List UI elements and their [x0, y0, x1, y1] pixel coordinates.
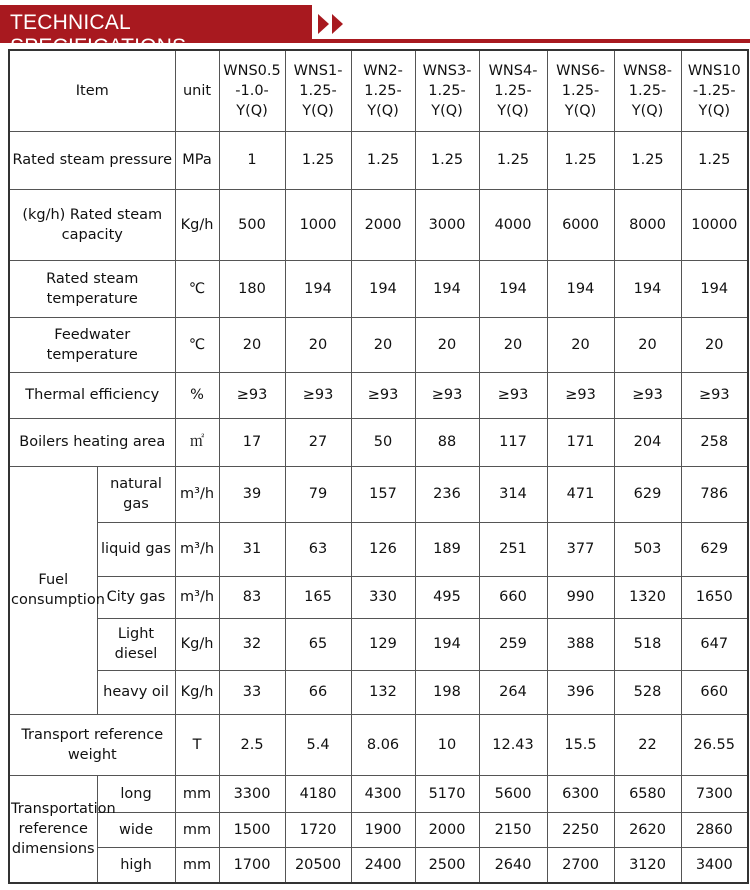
value-cell: 20 [479, 317, 547, 372]
value-cell: 194 [351, 260, 415, 317]
dimension-label: high [97, 847, 175, 883]
value-cell: 198 [415, 670, 479, 714]
value-cell: 528 [614, 670, 681, 714]
row-label: Transport reference weight [9, 714, 175, 775]
value-cell: 20500 [285, 847, 351, 883]
value-cell: 8.06 [351, 714, 415, 775]
row-unit: Kg/h [175, 670, 219, 714]
fuel-type-label: Light diesel [97, 618, 175, 670]
value-cell: ≥93 [285, 372, 351, 418]
row-dimension-long [9, 775, 748, 812]
value-cell: 518 [614, 618, 681, 670]
value-cell: 377 [547, 522, 614, 576]
row-label: Rated steam pressure [9, 131, 175, 189]
row-fuel-natural-gas [9, 466, 748, 522]
value-cell: 32 [219, 618, 285, 670]
value-cell: ≥93 [219, 372, 285, 418]
model-header: WNS8- 1.25- Y(Q) [614, 50, 681, 131]
header-item: Item [9, 50, 175, 131]
value-cell: 63 [285, 522, 351, 576]
row-unit: mm [175, 847, 219, 883]
arrow-right-icon [332, 14, 343, 34]
value-cell: 2640 [479, 847, 547, 883]
value-cell: 471 [547, 466, 614, 522]
value-cell: ≥93 [351, 372, 415, 418]
value-cell: 5.4 [285, 714, 351, 775]
fuel-type-label: heavy oil [97, 670, 175, 714]
value-cell: 1.25 [351, 131, 415, 189]
value-cell: 2250 [547, 812, 614, 847]
value-cell: 1500 [219, 812, 285, 847]
section-title: TECHNICAL SPECIFICATIONS [10, 11, 187, 58]
model-header: WNS3- 1.25- Y(Q) [415, 50, 479, 131]
row-rated-steam-pressure [9, 131, 748, 189]
row-rated-steam-temperature [9, 260, 748, 317]
value-cell: 1320 [614, 576, 681, 618]
row-dimension-wide [9, 812, 748, 847]
value-cell: 4180 [285, 775, 351, 812]
value-cell: ≥93 [681, 372, 748, 418]
model-header: WNS1- 1.25- Y(Q) [285, 50, 351, 131]
row-transport-reference-weight [9, 714, 748, 775]
value-cell: 7300 [681, 775, 748, 812]
value-cell: 1700 [219, 847, 285, 883]
value-cell: 10 [415, 714, 479, 775]
row-unit: m³/h [175, 466, 219, 522]
row-unit: m³/h [175, 522, 219, 576]
row-label: Rated steam temperature [9, 260, 175, 317]
model-header: WNS6- 1.25- Y(Q) [547, 50, 614, 131]
model-header: WNS0.5 -1.0- Y(Q) [219, 50, 285, 131]
value-cell: 660 [681, 670, 748, 714]
row-unit: mm [175, 812, 219, 847]
row-unit: Kg/h [175, 189, 219, 260]
dimension-label: wide [97, 812, 175, 847]
value-cell: 88 [415, 418, 479, 466]
value-cell: 20 [614, 317, 681, 372]
row-label: Thermal efficiency [9, 372, 175, 418]
value-cell: 2150 [479, 812, 547, 847]
row-unit: Kg/h [175, 618, 219, 670]
value-cell: 1.25 [479, 131, 547, 189]
value-cell: 3120 [614, 847, 681, 883]
value-cell: 314 [479, 466, 547, 522]
value-cell: 2500 [415, 847, 479, 883]
row-feedwater-temperature [9, 317, 748, 372]
value-cell: 2000 [351, 189, 415, 260]
value-cell: 258 [681, 418, 748, 466]
value-cell: 26.55 [681, 714, 748, 775]
value-cell: 1650 [681, 576, 748, 618]
value-cell: 157 [351, 466, 415, 522]
row-label: Boilers heating area [9, 418, 175, 466]
value-cell: 3300 [219, 775, 285, 812]
dimension-label: long [97, 775, 175, 812]
value-cell: 20 [285, 317, 351, 372]
row-fuel-light-diesel [9, 618, 748, 670]
row-thermal-efficiency [9, 372, 748, 418]
row-dimension-high [9, 847, 748, 883]
value-cell: 31 [219, 522, 285, 576]
value-cell: 180 [219, 260, 285, 317]
value-cell: 165 [285, 576, 351, 618]
row-unit: T [175, 714, 219, 775]
value-cell: 495 [415, 576, 479, 618]
section-banner [0, 5, 750, 58]
value-cell: 2000 [415, 812, 479, 847]
value-cell: 20 [547, 317, 614, 372]
value-cell: 660 [479, 576, 547, 618]
value-cell: 171 [547, 418, 614, 466]
value-cell: ≥93 [547, 372, 614, 418]
row-fuel-liquid-gas [9, 522, 748, 576]
value-cell: 2860 [681, 812, 748, 847]
value-cell: 204 [614, 418, 681, 466]
banner-bar [0, 5, 312, 58]
value-cell: 4000 [479, 189, 547, 260]
row-fuel-city-gas [9, 576, 748, 618]
value-cell: 1.25 [614, 131, 681, 189]
value-cell: 236 [415, 466, 479, 522]
value-cell: 20 [415, 317, 479, 372]
row-unit: ℃ [175, 317, 219, 372]
value-cell: ≥93 [479, 372, 547, 418]
value-cell: 20 [351, 317, 415, 372]
value-cell: 2400 [351, 847, 415, 883]
row-fuel-heavy-oil [9, 670, 748, 714]
value-cell: 629 [614, 466, 681, 522]
row-rated-steam-capacity [9, 189, 748, 260]
value-cell: 194 [285, 260, 351, 317]
row-unit: % [175, 372, 219, 418]
value-cell: 33 [219, 670, 285, 714]
value-cell: 503 [614, 522, 681, 576]
value-cell: 330 [351, 576, 415, 618]
value-cell: 6300 [547, 775, 614, 812]
value-cell: 12.43 [479, 714, 547, 775]
value-cell: 194 [415, 618, 479, 670]
value-cell: 1.25 [681, 131, 748, 189]
fuel-consumption-label: Fuel consumption [9, 466, 97, 714]
value-cell: 194 [479, 260, 547, 317]
row-unit: MPa [175, 131, 219, 189]
value-cell: 5600 [479, 775, 547, 812]
value-cell: 132 [351, 670, 415, 714]
value-cell: 117 [479, 418, 547, 466]
header-row [9, 50, 748, 131]
value-cell: 194 [415, 260, 479, 317]
value-cell: 259 [479, 618, 547, 670]
value-cell: 8000 [614, 189, 681, 260]
fuel-type-label: City gas [97, 576, 175, 618]
value-cell: 5170 [415, 775, 479, 812]
spec-table [8, 49, 749, 884]
value-cell: 1900 [351, 812, 415, 847]
value-cell: 194 [681, 260, 748, 317]
value-cell: 1 [219, 131, 285, 189]
row-boilers-heating-area [9, 418, 748, 466]
value-cell: 65 [285, 618, 351, 670]
transport-dimensions-label: Transportation reference dimensions [9, 775, 97, 883]
value-cell: 6000 [547, 189, 614, 260]
value-cell: 1.25 [415, 131, 479, 189]
value-cell: 1720 [285, 812, 351, 847]
value-cell: 2.5 [219, 714, 285, 775]
value-cell: 1.25 [285, 131, 351, 189]
value-cell: 396 [547, 670, 614, 714]
row-unit: m³/h [175, 576, 219, 618]
value-cell: 3400 [681, 847, 748, 883]
value-cell: 22 [614, 714, 681, 775]
value-cell: 20 [219, 317, 285, 372]
value-cell: 129 [351, 618, 415, 670]
value-cell: 39 [219, 466, 285, 522]
value-cell: 20 [681, 317, 748, 372]
row-label: Feedwater temperature [9, 317, 175, 372]
value-cell: 194 [547, 260, 614, 317]
value-cell: 126 [351, 522, 415, 576]
value-cell: 264 [479, 670, 547, 714]
value-cell: 194 [614, 260, 681, 317]
row-unit: ㎡ [175, 418, 219, 466]
value-cell: 2620 [614, 812, 681, 847]
value-cell: 83 [219, 576, 285, 618]
value-cell: 786 [681, 466, 748, 522]
header-unit: unit [175, 50, 219, 131]
value-cell: 1000 [285, 189, 351, 260]
model-header: WN2- 1.25- Y(Q) [351, 50, 415, 131]
model-header: WNS10 -1.25- Y(Q) [681, 50, 748, 131]
value-cell: 17 [219, 418, 285, 466]
value-cell: 6580 [614, 775, 681, 812]
value-cell: ≥93 [614, 372, 681, 418]
value-cell: 388 [547, 618, 614, 670]
fuel-type-label: natural gas [97, 466, 175, 522]
value-cell: 1.25 [547, 131, 614, 189]
value-cell: 79 [285, 466, 351, 522]
value-cell: 66 [285, 670, 351, 714]
value-cell: 15.5 [547, 714, 614, 775]
banner-underline [312, 39, 750, 43]
value-cell: 2700 [547, 847, 614, 883]
row-label: (kg/h) Rated steam capacity [9, 189, 175, 260]
value-cell: 50 [351, 418, 415, 466]
value-cell: 990 [547, 576, 614, 618]
model-header: WNS4- 1.25- Y(Q) [479, 50, 547, 131]
value-cell: 27 [285, 418, 351, 466]
row-unit: ℃ [175, 260, 219, 317]
row-unit: mm [175, 775, 219, 812]
value-cell: 629 [681, 522, 748, 576]
value-cell: 251 [479, 522, 547, 576]
value-cell: 4300 [351, 775, 415, 812]
value-cell: ≥93 [415, 372, 479, 418]
value-cell: 10000 [681, 189, 748, 260]
fuel-type-label: liquid gas [97, 522, 175, 576]
value-cell: 189 [415, 522, 479, 576]
value-cell: 3000 [415, 189, 479, 260]
arrow-right-icon [318, 14, 329, 34]
value-cell: 500 [219, 189, 285, 260]
value-cell: 647 [681, 618, 748, 670]
